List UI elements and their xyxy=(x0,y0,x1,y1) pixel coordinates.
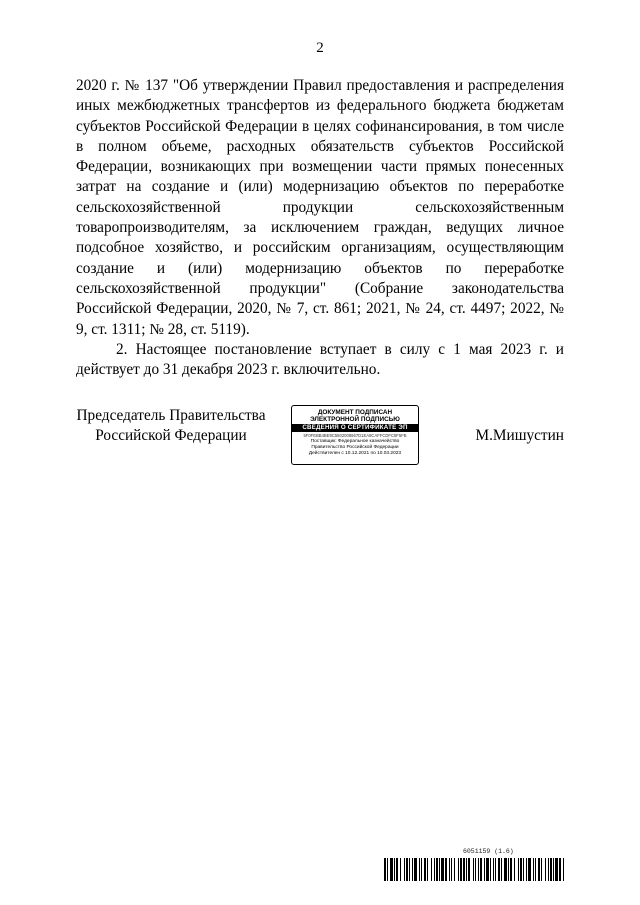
barcode-icon xyxy=(384,858,564,881)
document-body xyxy=(76,76,564,380)
document-code: 6051159 (1.6) xyxy=(463,848,514,855)
page-number: 2 xyxy=(316,40,324,56)
stamp-validity: Действителен с 10.12.2021 по 10.03.2023 xyxy=(308,451,402,456)
electronic-signature-stamp xyxy=(291,405,419,465)
stamp-serial: 5F0FEBB4BE9C5502008667D1EA8CAFFCDFC5F5FB xyxy=(303,433,407,438)
signer-title xyxy=(76,406,266,446)
stamp-title-line2: ЭЛЕКТРОННОЙ ПОДПИСЬЮ xyxy=(310,416,400,423)
paragraph-effective-date: 2. Настоящее постановление вступает в силу с 1 мая 2023 г. и действует до 31 декабря 2023 г. включительно. xyxy=(76,340,564,379)
stamp-title-line1: ДОКУМЕНТ ПОДПИСАН xyxy=(317,409,393,416)
stamp-owner: Правительство Российской Федерации xyxy=(311,445,399,450)
paragraph-decree-reference: 2020 г. № 137 "Об утверждении Правил предоставления и распределения иных межбюджетных трансфертов из федерального бюджета бюджетам субъектов Российской Федерации в целях софинансирования, в том числе в полном объеме, расходных обязательств субъектов Российской Федерации, возникающих при возмещении части прямых понесенных затрат на создание и (или) модернизацию объектов по переработке сельскохозяйственной продукции сельскохозяйственным товаропроизводителям, за исключением граждан, ведущих личное подсобное хозяйство, и российским организациям, осуществляющим создание и (или) модернизацию объектов по переработке сельскохозяйственной продукции" (Собрание законодательства Российской Федерации, 2020, № 7, ст. 861; 2021, № 24, ст. 4497; 2022, № 9, ст. 1311; № 28, ст. 5119). xyxy=(76,77,564,338)
stamp-certificate-band: СВЕДЕНИЯ О СЕРТИФИКАТЕ ЭП xyxy=(292,424,418,432)
stamp-issuer: Поставщик: Федеральное казначейство xyxy=(310,439,400,444)
signer-title-line1: Председатель Правительства xyxy=(76,407,266,424)
signer-title-line2: Российской Федерации xyxy=(95,427,247,444)
signer-name: М.Мишустин xyxy=(475,427,564,444)
